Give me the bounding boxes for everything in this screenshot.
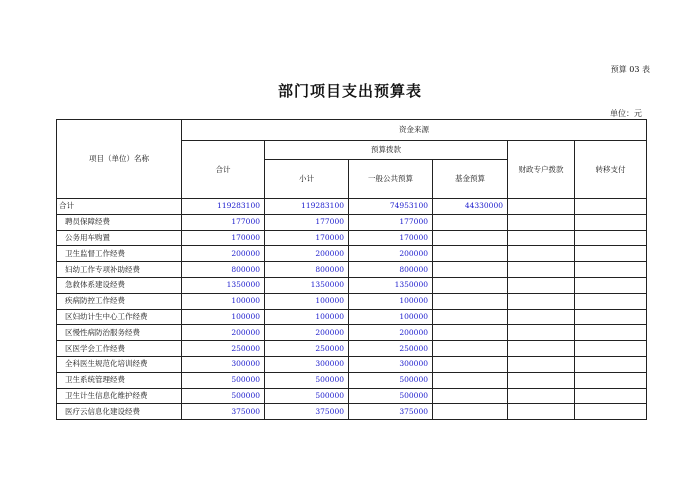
row-total: 250000 (182, 341, 265, 357)
row-subtotal: 500000 (265, 372, 349, 388)
row-fiscal-special-allocation (508, 325, 575, 341)
row-fiscal-special-allocation (508, 230, 575, 246)
table-row (57, 246, 647, 262)
row-name: 卫生计生信息化维护经费 (57, 388, 182, 404)
header-fund-budget: 基金预算 (433, 160, 508, 199)
row-fund-budget (433, 341, 508, 357)
row-total: 375000 (182, 404, 265, 420)
row-transfer-payment (575, 341, 647, 357)
row-general-public-budget: 200000 (349, 246, 433, 262)
row-general-public-budget: 800000 (349, 262, 433, 278)
row-subtotal: 100000 (265, 293, 349, 309)
row-fund-budget (433, 404, 508, 420)
table-row (57, 230, 647, 246)
row-transfer-payment (575, 262, 647, 278)
row-name: 妇幼工作专项补助经费 (57, 262, 182, 278)
row-subtotal: 1350000 (265, 277, 349, 293)
row-fiscal-special-allocation (508, 404, 575, 420)
row-fund-budget (433, 325, 508, 341)
table-row (57, 325, 647, 341)
row-total: 500000 (182, 372, 265, 388)
header-fiscal-special-allocation: 财政专户拨款 (508, 141, 575, 199)
total-row (57, 199, 647, 215)
row-fund-budget (433, 293, 508, 309)
table-row (57, 341, 647, 357)
row-fiscal-special-allocation (508, 341, 575, 357)
row-subtotal: 119283100 (265, 199, 349, 215)
row-name: 疾病防控工作经费 (57, 293, 182, 309)
row-subtotal: 200000 (265, 325, 349, 341)
row-general-public-budget: 177000 (349, 214, 433, 230)
row-subtotal: 800000 (265, 262, 349, 278)
row-transfer-payment (575, 293, 647, 309)
header-total: 合计 (182, 141, 265, 199)
row-fiscal-special-allocation (508, 356, 575, 372)
row-fiscal-special-allocation (508, 214, 575, 230)
table-body (57, 199, 647, 420)
row-total: 200000 (182, 325, 265, 341)
row-transfer-payment (575, 325, 647, 341)
row-subtotal: 250000 (265, 341, 349, 357)
page-title: 部门项目支出预算表 (277, 82, 422, 100)
budget-table (56, 119, 647, 420)
row-fiscal-special-allocation (508, 293, 575, 309)
row-subtotal: 300000 (265, 356, 349, 372)
row-total: 500000 (182, 388, 265, 404)
row-fund-budget (433, 277, 508, 293)
row-name: 卫生系统管理经费 (57, 372, 182, 388)
header-transfer-payment: 转移支付 (575, 141, 647, 199)
row-fiscal-special-allocation (508, 262, 575, 278)
row-general-public-budget: 500000 (349, 388, 433, 404)
header-general-public-budget: 一般公共预算 (349, 160, 433, 199)
row-fund-budget (433, 262, 508, 278)
header-budget-allocation: 预算拨款 (265, 141, 508, 160)
row-fund-budget (433, 246, 508, 262)
row-subtotal: 500000 (265, 388, 349, 404)
row-general-public-budget: 300000 (349, 356, 433, 372)
row-general-public-budget: 170000 (349, 230, 433, 246)
row-total: 177000 (182, 214, 265, 230)
row-total: 119283100 (182, 199, 265, 215)
table-row (57, 356, 647, 372)
row-transfer-payment (575, 230, 647, 246)
table-row (57, 262, 647, 278)
row-name: 区妇幼计生中心工作经费 (57, 309, 182, 325)
row-fund-budget (433, 388, 508, 404)
row-general-public-budget: 100000 (349, 309, 433, 325)
row-subtotal: 177000 (265, 214, 349, 230)
row-total: 200000 (182, 246, 265, 262)
row-total: 100000 (182, 309, 265, 325)
row-fiscal-special-allocation (508, 277, 575, 293)
table-row (57, 388, 647, 404)
row-general-public-budget: 74953100 (349, 199, 433, 215)
row-general-public-budget: 375000 (349, 404, 433, 420)
table-row (57, 404, 647, 420)
row-general-public-budget: 500000 (349, 372, 433, 388)
row-fiscal-special-allocation (508, 388, 575, 404)
row-transfer-payment (575, 372, 647, 388)
row-fund-budget (433, 230, 508, 246)
row-name: 合计 (57, 199, 182, 215)
row-fund-budget (433, 309, 508, 325)
table-row (57, 214, 647, 230)
header-project-name: 项目（单位）名称 (57, 120, 182, 199)
row-name: 医疗云信息化建设经费 (57, 404, 182, 420)
row-name: 区慢性病防治服务经费 (57, 325, 182, 341)
table-row (57, 277, 647, 293)
row-transfer-payment (575, 277, 647, 293)
row-transfer-payment (575, 309, 647, 325)
row-transfer-payment (575, 199, 647, 215)
row-transfer-payment (575, 246, 647, 262)
row-total: 1350000 (182, 277, 265, 293)
row-name: 全科医生规范化培训经费 (57, 356, 182, 372)
row-transfer-payment (575, 404, 647, 420)
row-subtotal: 200000 (265, 246, 349, 262)
row-fund-budget (433, 214, 508, 230)
row-fiscal-special-allocation (508, 199, 575, 215)
table-row (57, 372, 647, 388)
row-total: 170000 (182, 230, 265, 246)
row-total: 100000 (182, 293, 265, 309)
row-total: 300000 (182, 356, 265, 372)
table-row (57, 309, 647, 325)
row-subtotal: 375000 (265, 404, 349, 420)
row-fund-budget (433, 356, 508, 372)
row-name: 聘员保障经费 (57, 214, 182, 230)
row-name: 急救体系建设经费 (57, 277, 182, 293)
row-subtotal: 170000 (265, 230, 349, 246)
row-total: 800000 (182, 262, 265, 278)
row-transfer-payment (575, 388, 647, 404)
table-row (57, 293, 647, 309)
row-general-public-budget: 100000 (349, 293, 433, 309)
form-number: 预算 03 表 (610, 65, 650, 74)
unit-label: 单位：元 (610, 109, 642, 118)
row-general-public-budget: 250000 (349, 341, 433, 357)
header-subtotal: 小计 (265, 160, 349, 199)
row-general-public-budget: 200000 (349, 325, 433, 341)
row-subtotal: 100000 (265, 309, 349, 325)
row-name: 卫生监督工作经费 (57, 246, 182, 262)
row-name: 区医学会工作经费 (57, 341, 182, 357)
row-fund-budget: 44330000 (433, 199, 508, 215)
row-transfer-payment (575, 214, 647, 230)
row-fiscal-special-allocation (508, 309, 575, 325)
row-fund-budget (433, 372, 508, 388)
row-general-public-budget: 1350000 (349, 277, 433, 293)
row-fiscal-special-allocation (508, 372, 575, 388)
row-fiscal-special-allocation (508, 246, 575, 262)
row-name: 公务用车购置 (57, 230, 182, 246)
row-transfer-payment (575, 356, 647, 372)
header-funding-source: 资金来源 (182, 120, 647, 141)
